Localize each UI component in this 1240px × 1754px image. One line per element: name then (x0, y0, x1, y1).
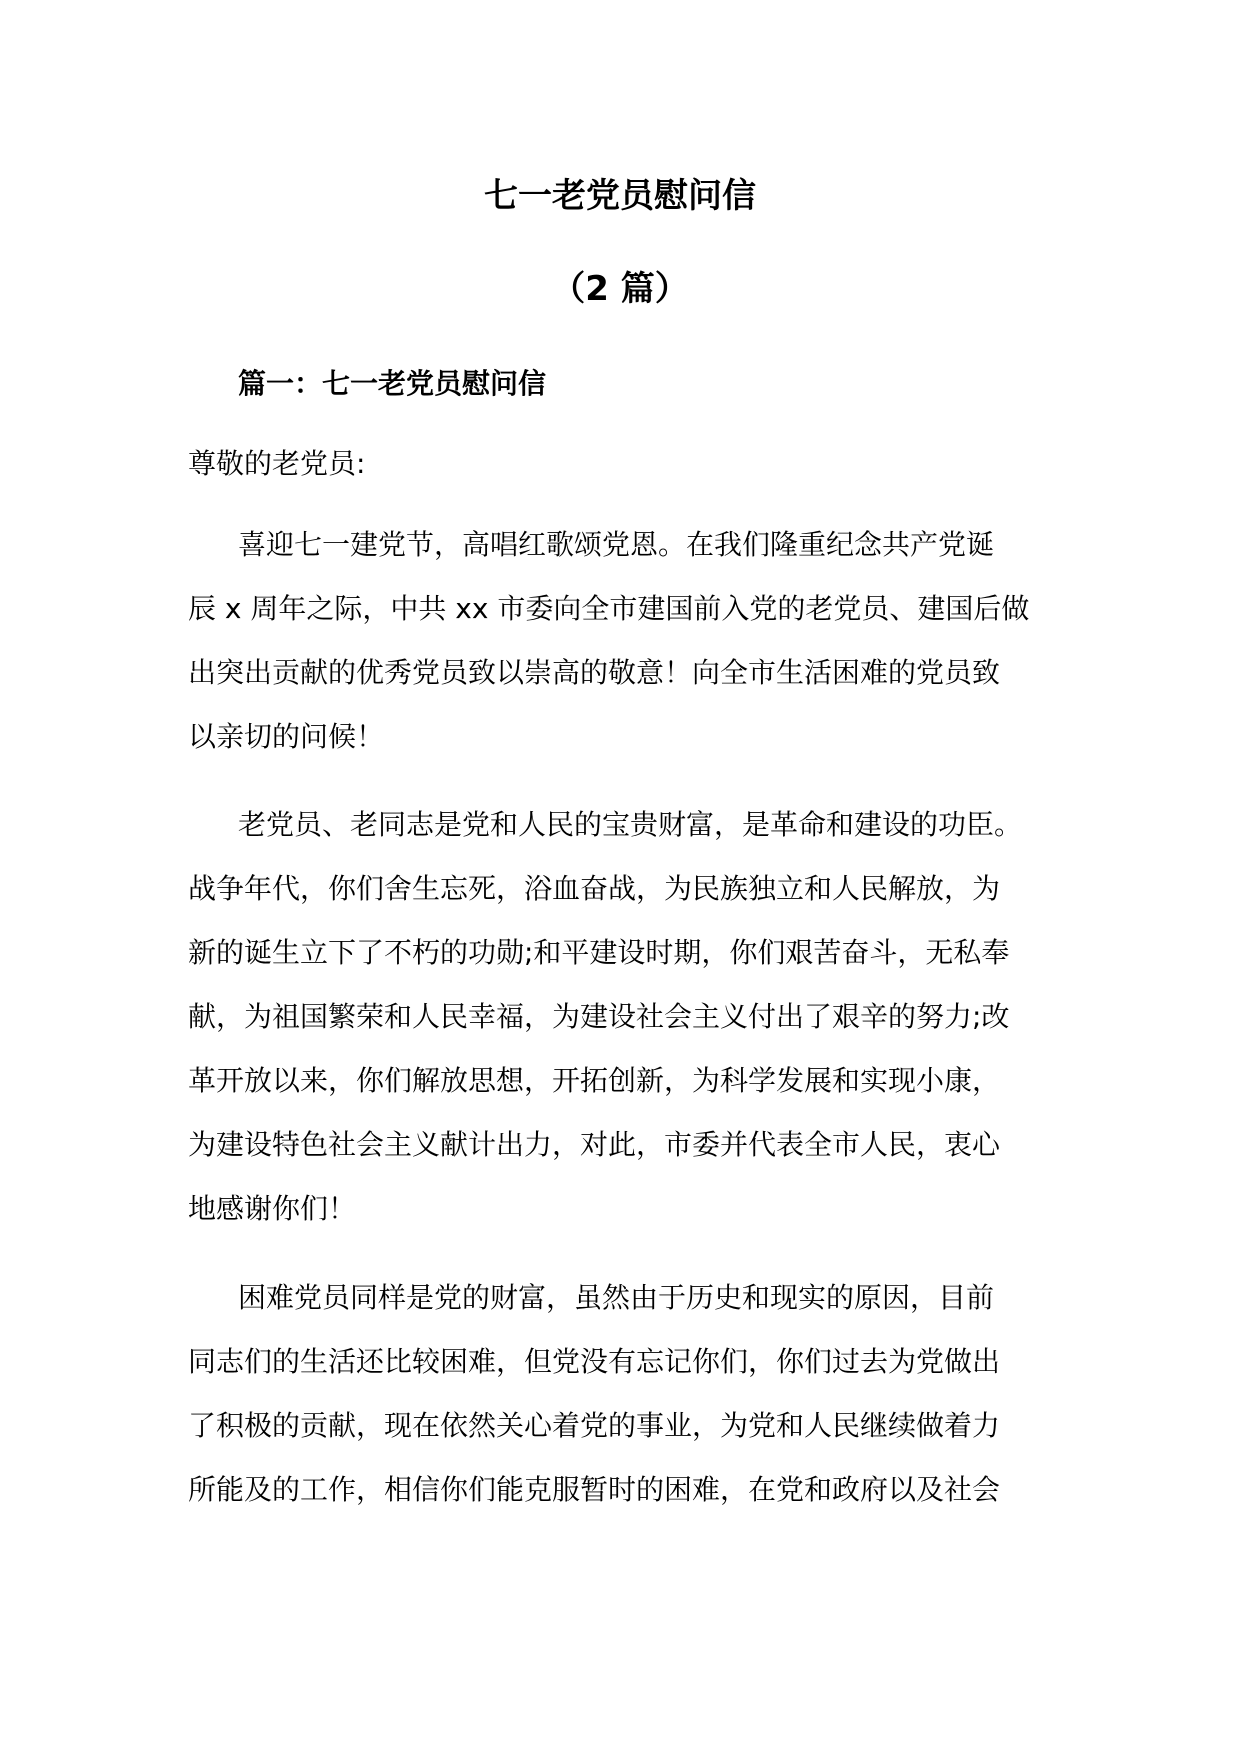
paragraph-line: 革开放以来，你们解放思想，开拓创新，为科学发展和实现小康， (188, 1064, 1001, 1097)
paragraph (188, 527, 1068, 783)
document-subtitle: （2 篇） (551, 269, 689, 309)
paragraph (188, 807, 1068, 1255)
section-heading: 篇一：七一老党员慰问信 (238, 367, 547, 400)
paragraph-line: 地感谢你们！ (188, 1192, 357, 1225)
paragraph-line: 为建设特色社会主义献计出力，对此，市委并代表全市人民，衷心 (188, 1128, 1001, 1161)
paragraph-line: 所能及的工作，相信你们能克服暂时的困难，在党和政府以及社会 (188, 1473, 1001, 1506)
paragraph (188, 1280, 1068, 1536)
paragraph-line: 了积极的贡献，现在依然关心着党的事业，为党和人民继续做着力 (188, 1409, 1001, 1442)
paragraph-line: 献，为祖国繁荣和人民幸福，为建设社会主义付出了艰辛的努力;改 (188, 1000, 1010, 1033)
paragraph-line: 喜迎七一建党节，高唱红歌颂党恩。在我们隆重纪念共产党诞 (238, 528, 995, 561)
paragraph-line: 新的诞生立下了不朽的功勋;和平建设时期，你们艰苦奋斗，无私奉 (188, 936, 1010, 969)
paragraph-line: 老党员、老同志是党和人民的宝贵财富，是革命和建设的功臣。 (238, 808, 1023, 841)
paragraph-line: 辰 x 周年之际，中共 xx 市委向全市建国前入党的老党员、建国后做 (188, 592, 1030, 625)
document-title: 七一老党员慰问信 (484, 176, 756, 216)
salutation: 尊敬的老党员: (188, 447, 366, 480)
paragraph-line: 以亲切的问候！ (188, 720, 385, 753)
paragraph-line: 出突出贡献的优秀党员致以崇高的敬意！向全市生活困难的党员致 (188, 656, 1001, 689)
paragraph-line: 困难党员同样是党的财富，虽然由于历史和现实的原因，目前 (238, 1281, 995, 1314)
paragraph-line: 同志们的生活还比较困难，但党没有忘记你们，你们过去为党做出 (188, 1345, 1001, 1378)
paragraph-line: 战争年代，你们舍生忘死，浴血奋战，为民族独立和人民解放，为 (188, 872, 1001, 905)
